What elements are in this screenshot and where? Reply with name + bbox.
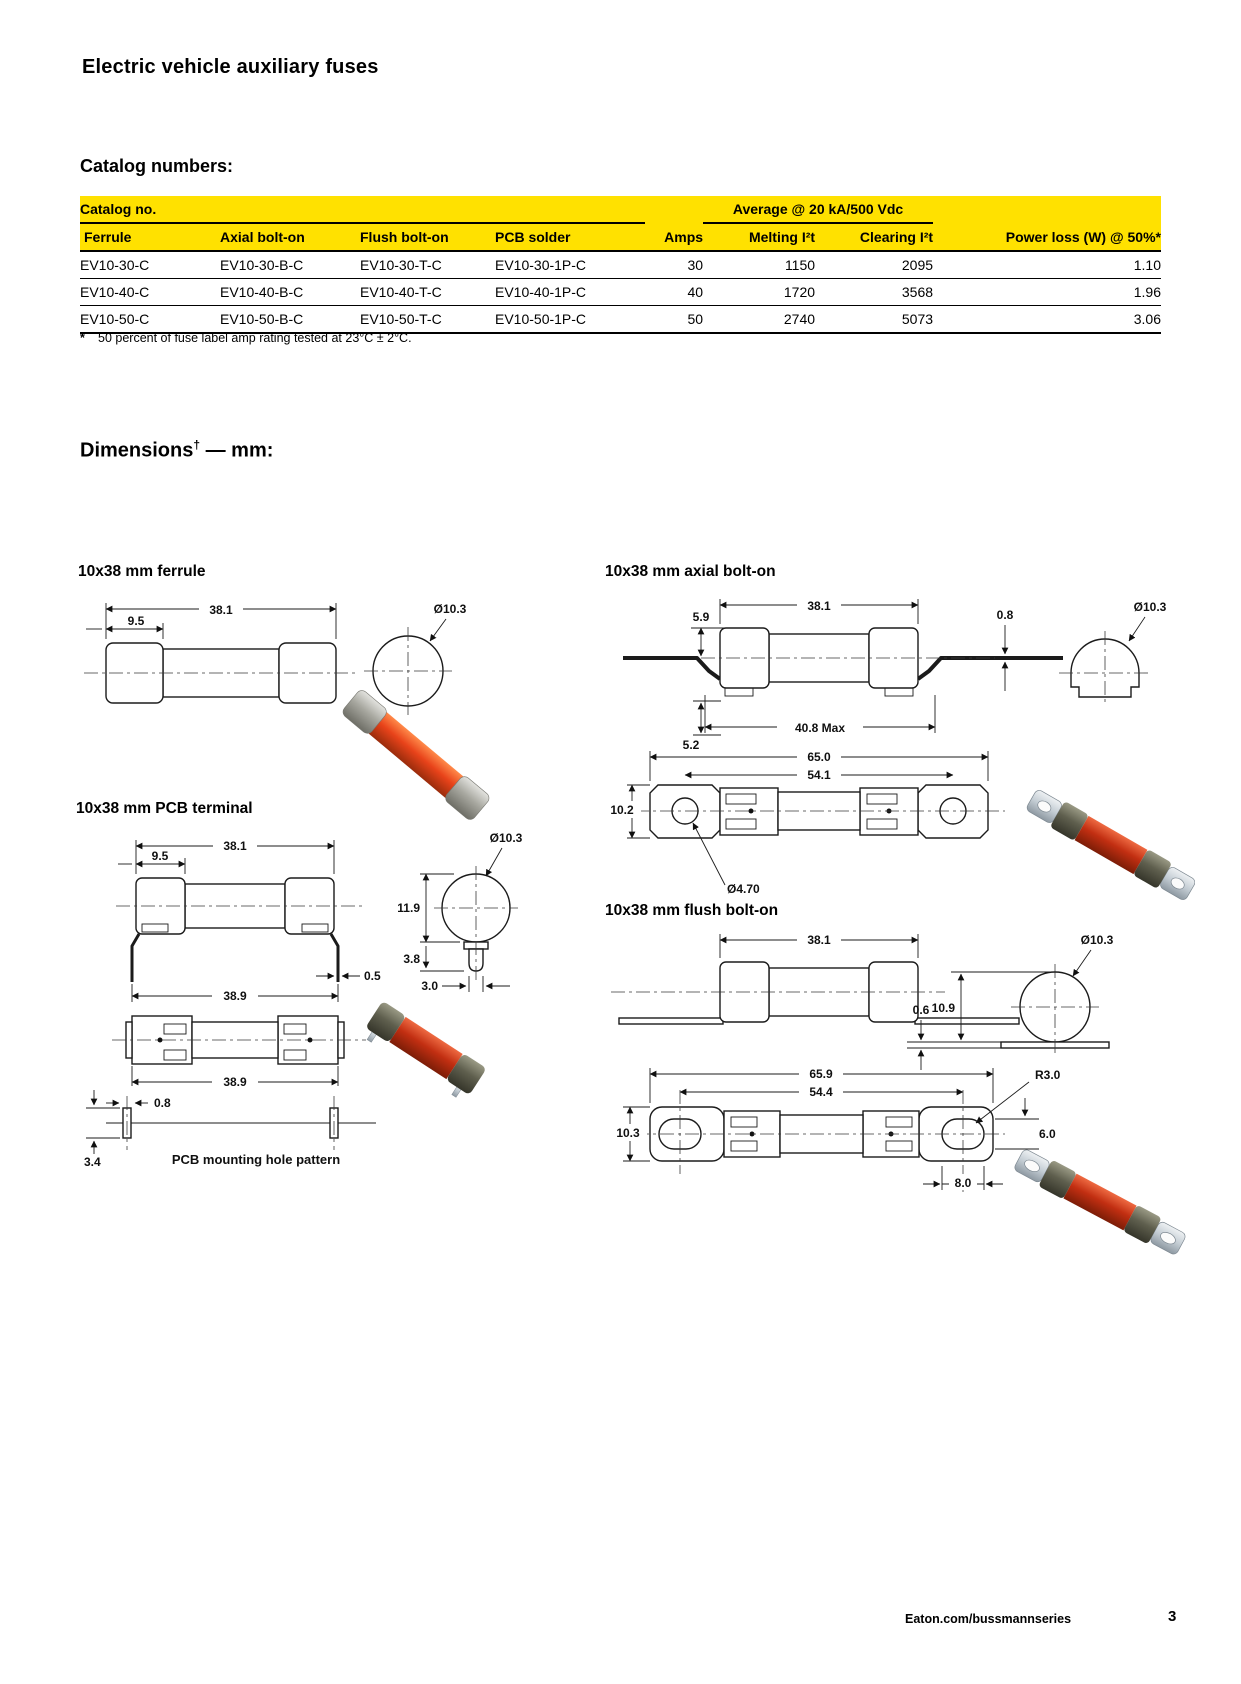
dim-flush-tab-thickness: 0.6 [912,1003,930,1017]
dimensions-heading [80,438,273,463]
dimensions-heading-dagger: † [193,438,201,452]
dim-pcb-pad-span: 38.9 [223,1075,247,1089]
axial-section-title: 10x38 mm axial bolt-on [605,563,776,580]
ferrule-dimensions [86,600,336,639]
dim-axial-hole-spacing: 54.1 [807,768,831,782]
flush-section-title: 10x38 mm flush bolt-on [605,902,779,919]
table-cell: 3568 [815,279,933,306]
column-header-ferrule: Ferrule [80,223,220,251]
page-title: Electric vehicle auxiliary fuses [82,56,379,78]
group-header-spacer [645,196,703,223]
dim-axial-body-length: 38.1 [807,599,831,613]
dim-axial-diameter: Ø10.3 [1133,600,1167,614]
pcb-side-view [132,878,338,982]
dim-ferrule-cap-length: 9.5 [127,614,145,628]
axial-section [605,563,1195,908]
dim-flush-height-to-tab: 10.9 [931,1001,955,1015]
dim-pcb-leg-thickness: 0.5 [364,969,381,983]
dim-flush-hole-spacing: 54.4 [809,1085,833,1099]
table-cell: 1150 [703,251,815,279]
catalog-numbers-heading: Catalog numbers: [80,156,234,176]
dim-ferrule-overall-length: 38.1 [209,603,233,617]
dim-axial-hole-diameter: Ø4.70 [727,882,760,896]
dimensions-heading-main: Dimensions [80,439,194,462]
axial-side-view [623,628,1063,696]
table-cell: 5073 [815,306,933,334]
axial-end-view [1059,600,1167,705]
table-cell: EV10-30-C [80,251,220,279]
catalog-table [80,196,1161,334]
footer-page-number: 3 [1168,1608,1177,1625]
table-cell: EV10-30-1P-C [495,251,645,279]
dim-axial-overall-max: 40.8 Max [794,721,846,735]
table-cell: EV10-50-1P-C [495,306,645,334]
ferrule-drawing [78,583,498,823]
table-cell: 30 [645,251,703,279]
ferrule-end-view [364,602,467,715]
table-cell: 2095 [815,251,933,279]
column-header-flush: Flush bolt-on [360,223,495,251]
group-header-average: Average @ 20 kA/500 Vdc [703,196,933,223]
pcb-photo [360,1001,486,1103]
dim-pcb-diameter: Ø10.3 [489,831,523,845]
dim-axial-lead-thickness: 0.8 [996,608,1014,622]
table-row [80,251,1161,279]
table-footnote [80,331,412,345]
flush-end-view [907,933,1114,1070]
column-header-amps: Amps [645,223,703,251]
dim-pcb-height-to-pin: 11.9 [397,901,420,915]
axial-top-view [635,785,1005,838]
dim-flush-diameter: Ø10.3 [1080,933,1114,947]
table-cell: EV10-40-C [80,279,220,306]
pcb-section [76,800,536,1180]
column-header-power-loss: Power loss (W) @ 50%* [933,223,1161,251]
column-header-row [80,223,1161,251]
dim-axial-body-width: 10.2 [610,803,634,817]
dim-pcb-leg-span: 38.9 [223,989,247,1003]
column-header-pcb: PCB solder [495,223,645,251]
dim-pcb-pin-width: 3.0 [421,979,438,993]
catalog-table-container [80,196,1161,334]
footer-website: Eaton.com/bussmannseries [905,1612,1072,1626]
table-row [80,279,1161,306]
table-cell: EV10-30-B-C [220,251,360,279]
table-cell: EV10-50-C [80,306,220,334]
dim-flush-corner-radius: R3.0 [1035,1068,1061,1082]
dim-axial-lead-offset: 5.9 [692,610,710,624]
flush-side-dimensions [720,931,918,958]
dim-pcb-pad-height: 3.4 [84,1155,101,1169]
flush-section [605,902,1195,1262]
table-row [80,306,1161,334]
table-cell: EV10-30-T-C [360,251,495,279]
ferrule-section [78,563,498,828]
table-cell: 1.96 [933,279,1161,306]
table-cell: 2740 [703,306,815,334]
table-cell: 50 [645,306,703,334]
axial-photo [1024,786,1195,903]
table-cell: 1.10 [933,251,1161,279]
footnote-marker: * [80,331,85,345]
catalog-table-header [80,196,1161,251]
dim-axial-overall-length: 65.0 [807,750,831,764]
ferrule-section-title: 10x38 mm ferrule [78,563,206,580]
flush-drawing [605,922,1195,1257]
dim-pcb-pin-length: 3.8 [403,952,420,966]
pcb-section-title: 10x38 mm PCB terminal [76,800,253,817]
dim-pcb-pad-width: 0.8 [154,1096,171,1110]
dim-flush-overall-length: 65.9 [809,1067,833,1081]
dim-flush-hole-width: 8.0 [954,1176,972,1190]
pcb-top-view [112,1016,366,1064]
dim-ferrule-diameter: Ø10.3 [433,602,467,616]
table-cell: EV10-40-B-C [220,279,360,306]
flush-side-view [619,962,1019,1024]
table-cell: 40 [645,279,703,306]
dim-flush-hole-height: 6.0 [1039,1127,1056,1141]
dim-flush-body-length: 38.1 [807,933,831,947]
dimensions-heading-units: — mm: [200,439,274,462]
table-cell: 3.06 [933,306,1161,334]
table-cell: EV10-40-1P-C [495,279,645,306]
group-header-catalog-no: Catalog no. [80,196,645,223]
group-header-row [80,196,1161,223]
axial-drawing [605,583,1195,903]
group-header-spacer [933,196,1161,223]
column-header-melting: Melting I²t [703,223,815,251]
table-cell: 1720 [703,279,815,306]
column-header-clearing: Clearing I²t [815,223,933,251]
table-cell: EV10-50-T-C [360,306,495,334]
dim-pcb-body-length: 38.1 [223,839,247,853]
pcb-end-view [397,831,522,993]
pcb-hole-pattern [84,1066,376,1169]
dim-flush-body-width: 10.3 [616,1126,640,1140]
pcb-hole-pattern-caption: PCB mounting hole pattern [171,1152,341,1167]
footnote-text: 50 percent of fuse label amp rating tested at 23°C ± 2°C. [98,331,412,345]
column-header-axial: Axial bolt-on [220,223,360,251]
flush-photo [1012,1146,1189,1257]
dim-pcb-cap-length: 9.5 [151,849,169,863]
pcb-drawing [76,820,536,1175]
table-cell: EV10-50-B-C [220,306,360,334]
dim-axial-lead-drop: 5.2 [682,738,700,752]
table-cell: EV10-40-T-C [360,279,495,306]
